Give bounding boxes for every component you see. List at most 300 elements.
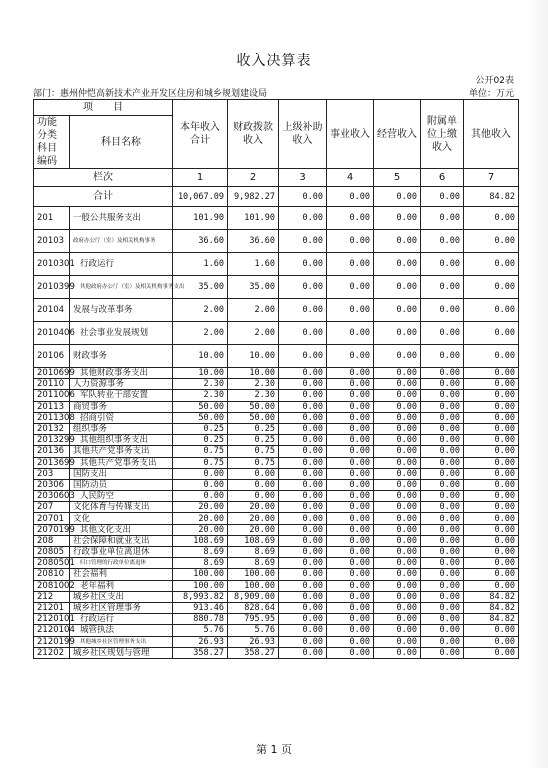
value-cell: 0.00: [374, 390, 421, 401]
value-cell: 0.00: [464, 446, 519, 457]
subject-name-cell: 人民防空: [70, 491, 173, 502]
value-cell: 0.00: [374, 647, 421, 658]
value-cell: 0.00: [327, 602, 374, 613]
value-cell: 0.00: [327, 390, 374, 401]
value-cell: 0.00: [279, 412, 327, 423]
lanci-num: 7: [464, 169, 519, 187]
subject-name-cell: 文化: [70, 513, 173, 524]
table-row: [34, 558, 519, 569]
total-cell: 9,982.27: [228, 187, 279, 207]
value-cell: 0.00: [279, 390, 327, 401]
func-code-cell: 2070199: [34, 524, 70, 535]
table-row: [34, 524, 519, 535]
table-row: [34, 390, 519, 401]
value-cell: 0.00: [421, 502, 464, 513]
page-edge-shadow: [526, 0, 548, 768]
table-row: [34, 207, 519, 230]
value-cell: 0.00: [228, 468, 279, 479]
subject-name-cell: 组织事务: [70, 423, 173, 434]
value-cell: 0.00: [279, 647, 327, 658]
table-row: [34, 479, 519, 490]
lanci-num: 2: [228, 169, 279, 187]
value-cell: 100.00: [228, 569, 279, 580]
value-cell: 0.00: [464, 207, 519, 230]
value-cell: 0.00: [173, 479, 228, 490]
value-cell: 0.00: [374, 535, 421, 546]
value-cell: 0.00: [279, 276, 327, 299]
func-code-cell: 201: [34, 207, 70, 230]
func-code-header: 功能分类科目编码: [34, 116, 70, 169]
func-code-cell: 20104: [34, 299, 70, 322]
value-cell: 0.00: [327, 368, 374, 379]
value-cell: 0.00: [327, 479, 374, 490]
table-row: [34, 368, 519, 379]
value-cell: 0.00: [374, 491, 421, 502]
value-cell: 0.00: [374, 207, 421, 230]
subject-name-cell: 城管执法: [70, 625, 173, 636]
value-cell: 0.00: [421, 446, 464, 457]
func-code-cell: 212: [34, 591, 70, 602]
subject-name-cell: 城乡社区管理事务: [70, 602, 173, 613]
func-code-cell: 2081002: [34, 580, 70, 591]
value-cell: 0.00: [464, 502, 519, 513]
value-cell: 0.25: [228, 423, 279, 434]
value-cell: 108.69: [173, 535, 228, 546]
value-cell: 10.00: [173, 345, 228, 368]
table-row: [34, 379, 519, 390]
value-cell: 2.00: [228, 299, 279, 322]
value-cell: 0.25: [228, 435, 279, 446]
value-cell: 0.00: [279, 614, 327, 625]
value-cell: 0.00: [374, 569, 421, 580]
table-row: [34, 625, 519, 636]
func-code-cell: 20103: [34, 230, 70, 253]
value-cell: 0.00: [374, 468, 421, 479]
value-cell: 0.00: [464, 558, 519, 569]
subject-name-cell: 其他共产党事务支出: [70, 457, 173, 468]
value-cell: 0.00: [173, 468, 228, 479]
subject-name-cell: 发展与改革事务: [70, 299, 173, 322]
value-cell: 0.00: [421, 207, 464, 230]
value-cell: 2.30: [173, 390, 228, 401]
value-cell: 0.00: [279, 457, 327, 468]
value-cell: 0.00: [279, 479, 327, 490]
value-cell: 0.00: [374, 276, 421, 299]
value-cell: 0.00: [374, 379, 421, 390]
value-cell: 0.00: [464, 479, 519, 490]
subject-name-cell: 其他共产党事务支出: [70, 446, 173, 457]
value-cell: 26.93: [228, 636, 279, 647]
value-cell: 5.76: [228, 625, 279, 636]
value-cell: 0.00: [374, 513, 421, 524]
value-cell: 0.00: [279, 345, 327, 368]
lanci-num: 1: [173, 169, 228, 187]
value-cell: 0.00: [464, 435, 519, 446]
value-cell: 0.00: [421, 299, 464, 322]
subject-name-cell: 财政事务: [70, 345, 173, 368]
value-cell: 0.00: [327, 625, 374, 636]
value-cell: 0.00: [374, 322, 421, 345]
value-cell: 10.00: [173, 368, 228, 379]
value-cell: 0.00: [173, 491, 228, 502]
subject-name-cell: 文化体育与传媒支出: [70, 502, 173, 513]
value-cell: 0.00: [464, 636, 519, 647]
value-cell: 0.00: [228, 479, 279, 490]
value-cell: 0.00: [374, 547, 421, 558]
table-row: [34, 299, 519, 322]
value-cell: 0.00: [327, 207, 374, 230]
table-row: [34, 591, 519, 602]
value-cell: 0.00: [279, 368, 327, 379]
value-cell: 0.00: [279, 625, 327, 636]
table-row: [34, 446, 519, 457]
value-cell: 0.75: [173, 446, 228, 457]
value-cell: 0.00: [374, 368, 421, 379]
value-cell: 2.30: [173, 379, 228, 390]
value-cell: 0.00: [421, 390, 464, 401]
value-cell: 0.00: [327, 322, 374, 345]
value-cell: 0.00: [374, 457, 421, 468]
value-cell: 0.00: [279, 636, 327, 647]
value-cell: 0.00: [279, 207, 327, 230]
subject-name-cell: 老年福利: [70, 580, 173, 591]
table-row: [34, 423, 519, 434]
value-cell: 101.90: [228, 207, 279, 230]
value-cell: 50.00: [173, 401, 228, 412]
value-cell: 358.27: [173, 647, 228, 658]
value-cell: 0.00: [374, 435, 421, 446]
value-cell: 0.00: [327, 569, 374, 580]
col2-header: 财政拨款收入: [228, 100, 279, 169]
table-row: [34, 569, 519, 580]
value-cell: 36.60: [173, 230, 228, 253]
table-row: [34, 468, 519, 479]
value-cell: 795.95: [228, 614, 279, 625]
value-cell: 20.00: [228, 524, 279, 535]
value-cell: 36.60: [228, 230, 279, 253]
value-cell: 0.00: [327, 457, 374, 468]
department-label: 部门：惠州仲恺高新技术产业开发区住房和城乡规划建设局: [33, 89, 268, 99]
value-cell: 0.00: [464, 345, 519, 368]
value-cell: 0.00: [464, 535, 519, 546]
lanci-num: 3: [279, 169, 327, 187]
value-cell: 358.27: [228, 647, 279, 658]
func-code-cell: 2011006: [34, 390, 70, 401]
value-cell: 0.00: [464, 647, 519, 658]
value-cell: 0.75: [228, 457, 279, 468]
subject-name-cell: 行政事业单位离退休: [70, 547, 173, 558]
value-cell: 0.00: [421, 423, 464, 434]
func-code-cell: 2030603: [34, 491, 70, 502]
value-cell: 0.00: [464, 322, 519, 345]
value-cell: 0.00: [421, 569, 464, 580]
value-cell: 0.00: [228, 491, 279, 502]
value-cell: 0.00: [279, 435, 327, 446]
subject-name-cell: 社会事业发展规划: [70, 322, 173, 345]
func-code-cell: 2010406: [34, 322, 70, 345]
subject-name-header: 科目名称: [70, 116, 173, 169]
value-cell: 0.00: [421, 379, 464, 390]
value-cell: 0.00: [421, 524, 464, 535]
func-code-cell: 2010699: [34, 368, 70, 379]
value-cell: 0.00: [464, 390, 519, 401]
func-code-cell: 20306: [34, 479, 70, 490]
value-cell: 0.00: [279, 547, 327, 558]
table-row: [34, 491, 519, 502]
table-row: [34, 636, 519, 647]
value-cell: 0.00: [374, 625, 421, 636]
value-cell: 26.93: [173, 636, 228, 647]
value-cell: 0.00: [464, 468, 519, 479]
value-cell: 0.00: [374, 580, 421, 591]
lanci-num: 5: [374, 169, 421, 187]
value-cell: 0.75: [228, 446, 279, 457]
value-cell: 880.78: [173, 614, 228, 625]
value-cell: 0.00: [464, 513, 519, 524]
value-cell: 20.00: [173, 524, 228, 535]
col5-header: 经营收入: [374, 100, 421, 169]
value-cell: 50.00: [173, 412, 228, 423]
value-cell: 0.00: [464, 276, 519, 299]
value-cell: 8.69: [173, 547, 228, 558]
func-code-cell: 21201: [34, 602, 70, 613]
value-cell: 0.00: [327, 446, 374, 457]
total-cell: 0.00: [327, 187, 374, 207]
value-cell: 0.00: [421, 625, 464, 636]
value-cell: 0.00: [421, 468, 464, 479]
form-code: 公开02表: [475, 76, 514, 86]
value-cell: 0.00: [327, 468, 374, 479]
func-code-cell: 20810: [34, 569, 70, 580]
value-cell: 0.00: [421, 368, 464, 379]
value-cell: 0.00: [421, 580, 464, 591]
value-cell: 0.00: [374, 524, 421, 535]
func-code-cell: 2011308: [34, 412, 70, 423]
value-cell: 0.25: [173, 423, 228, 434]
value-cell: 0.75: [173, 457, 228, 468]
value-cell: 0.00: [327, 614, 374, 625]
value-cell: 35.00: [228, 276, 279, 299]
subject-name-cell: 人力资源事务: [70, 379, 173, 390]
lanci-label: 栏次: [34, 169, 173, 187]
value-cell: 0.00: [421, 479, 464, 490]
total-label: 合计: [34, 187, 173, 207]
value-cell: 0.00: [279, 446, 327, 457]
value-cell: 0.00: [374, 446, 421, 457]
value-cell: 0.00: [374, 479, 421, 490]
value-cell: 0.00: [464, 580, 519, 591]
value-cell: 0.00: [374, 558, 421, 569]
value-cell: 0.00: [374, 299, 421, 322]
func-code-cell: 20701: [34, 513, 70, 524]
table-row: [34, 580, 519, 591]
subject-name-cell: 城乡社区支出: [70, 591, 173, 602]
value-cell: 84.82: [464, 614, 519, 625]
func-code-cell: 20132: [34, 423, 70, 434]
func-code-cell: 203: [34, 468, 70, 479]
value-cell: 0.00: [327, 535, 374, 546]
value-cell: 0.00: [421, 230, 464, 253]
value-cell: 0.00: [327, 491, 374, 502]
value-cell: 0.00: [279, 502, 327, 513]
value-cell: 0.00: [374, 636, 421, 647]
value-cell: 0.00: [374, 591, 421, 602]
value-cell: 0.00: [327, 647, 374, 658]
value-cell: 913.46: [173, 602, 228, 613]
func-code-cell: 208: [34, 535, 70, 546]
items-header: 项 目: [34, 100, 173, 116]
subject-name-cell: 国防支出: [70, 468, 173, 479]
value-cell: 0.25: [173, 435, 228, 446]
value-cell: 20.00: [173, 502, 228, 513]
subject-name-cell: 国防动员: [70, 479, 173, 490]
table-row: [34, 547, 519, 558]
value-cell: 0.00: [464, 368, 519, 379]
subject-name-cell: 一般公共服务支出: [70, 207, 173, 230]
value-cell: 828.64: [228, 602, 279, 613]
table-row: [34, 401, 519, 412]
value-cell: 50.00: [228, 401, 279, 412]
value-cell: 0.00: [279, 580, 327, 591]
value-cell: 2.00: [173, 299, 228, 322]
value-cell: 0.00: [279, 379, 327, 390]
value-cell: 0.00: [421, 535, 464, 546]
value-cell: 10.00: [228, 368, 279, 379]
value-cell: 0.00: [374, 401, 421, 412]
value-cell: 84.82: [464, 602, 519, 613]
value-cell: 0.00: [327, 513, 374, 524]
value-cell: 0.00: [464, 625, 519, 636]
value-cell: 50.00: [228, 412, 279, 423]
table-row: [34, 457, 519, 468]
value-cell: 0.00: [327, 276, 374, 299]
col6-header: 附属单位上缴收入: [421, 100, 464, 169]
value-cell: 2.00: [228, 322, 279, 345]
value-cell: 100.00: [173, 580, 228, 591]
subject-name-cell: 其他文化支出: [70, 524, 173, 535]
value-cell: 0.00: [421, 253, 464, 276]
table-row: [34, 276, 519, 299]
subject-name-cell: 行政运行: [70, 614, 173, 625]
func-code-cell: 20113: [34, 401, 70, 412]
func-code-cell: 20136: [34, 446, 70, 457]
value-cell: 0.00: [327, 435, 374, 446]
value-cell: 0.00: [327, 401, 374, 412]
value-cell: 0.00: [279, 513, 327, 524]
table-row: [34, 412, 519, 423]
col1-header: 本年收入合计: [173, 100, 228, 169]
subject-name-cell: 社会福利: [70, 569, 173, 580]
value-cell: 0.00: [279, 423, 327, 434]
value-cell: 0.00: [279, 558, 327, 569]
lanci-num: 4: [327, 169, 374, 187]
value-cell: 0.00: [279, 253, 327, 276]
value-cell: 0.00: [374, 253, 421, 276]
table-row: [34, 502, 519, 513]
value-cell: 0.00: [374, 412, 421, 423]
func-code-cell: 20106: [34, 345, 70, 368]
value-cell: 0.00: [464, 457, 519, 468]
total-cell: 0.00: [374, 187, 421, 207]
value-cell: 0.00: [279, 491, 327, 502]
func-code-cell: 2080501: [34, 558, 70, 569]
value-cell: 0.00: [421, 435, 464, 446]
value-cell: 0.00: [374, 230, 421, 253]
value-cell: 0.00: [421, 412, 464, 423]
subject-name-cell: 其他政府办公厅（室）及相关机构事务支出: [70, 276, 173, 299]
value-cell: 8.69: [228, 547, 279, 558]
value-cell: 0.00: [279, 524, 327, 535]
value-cell: 0.00: [464, 491, 519, 502]
value-cell: 0.00: [374, 602, 421, 613]
value-cell: 0.00: [421, 647, 464, 658]
subject-name-cell: 城乡社区规划与管理: [70, 647, 173, 658]
value-cell: 8.69: [228, 558, 279, 569]
value-cell: 0.00: [279, 602, 327, 613]
value-cell: 0.00: [374, 502, 421, 513]
func-code-cell: 2013299: [34, 435, 70, 446]
value-cell: 2.30: [228, 379, 279, 390]
subject-name-cell: 政府办公厅（室）及相关机构事务: [70, 230, 173, 253]
table-row: [34, 602, 519, 613]
table-row: [34, 647, 519, 658]
subject-name-cell: 归口管理的行政单位离退休: [70, 558, 173, 569]
table-row: [34, 435, 519, 446]
value-cell: 0.00: [421, 636, 464, 647]
func-code-cell: 2120101: [34, 614, 70, 625]
func-code-cell: 2013699: [34, 457, 70, 468]
table-row: [34, 535, 519, 546]
func-code-cell: 2120199: [34, 636, 70, 647]
value-cell: 8.69: [173, 558, 228, 569]
value-cell: 0.00: [279, 401, 327, 412]
col7-header: 其他收入: [464, 100, 519, 169]
value-cell: 20.00: [173, 513, 228, 524]
value-cell: 100.00: [228, 580, 279, 591]
total-cell: 0.00: [421, 187, 464, 207]
table-row: [34, 614, 519, 625]
col3-header: 上级补助收入: [279, 100, 327, 169]
value-cell: 2.30: [228, 390, 279, 401]
value-cell: 0.00: [464, 524, 519, 535]
value-cell: 101.90: [173, 207, 228, 230]
value-cell: 20.00: [228, 502, 279, 513]
value-cell: 0.00: [464, 569, 519, 580]
value-cell: 0.00: [464, 547, 519, 558]
value-cell: 0.00: [464, 299, 519, 322]
page-number: 第 1 页: [256, 743, 292, 756]
func-code-cell: 20110: [34, 379, 70, 390]
value-cell: 0.00: [279, 322, 327, 345]
subject-name-cell: 军队转业干部安置: [70, 390, 173, 401]
value-cell: 0.00: [327, 591, 374, 602]
value-cell: 0.00: [421, 491, 464, 502]
value-cell: 8,993.82: [173, 591, 228, 602]
value-cell: 108.69: [228, 535, 279, 546]
value-cell: 0.00: [327, 547, 374, 558]
value-cell: 20.00: [228, 513, 279, 524]
value-cell: 0.00: [421, 614, 464, 625]
page-title: 收入决算表: [236, 53, 312, 69]
value-cell: 0.00: [327, 379, 374, 390]
table-row: [34, 513, 519, 524]
value-cell: 5.76: [173, 625, 228, 636]
func-code-cell: 2120104: [34, 625, 70, 636]
subject-name-cell: 其他财政事务支出: [70, 368, 173, 379]
value-cell: 0.00: [327, 345, 374, 368]
subject-name-cell: 其他组织事务支出: [70, 435, 173, 446]
value-cell: 0.00: [464, 253, 519, 276]
